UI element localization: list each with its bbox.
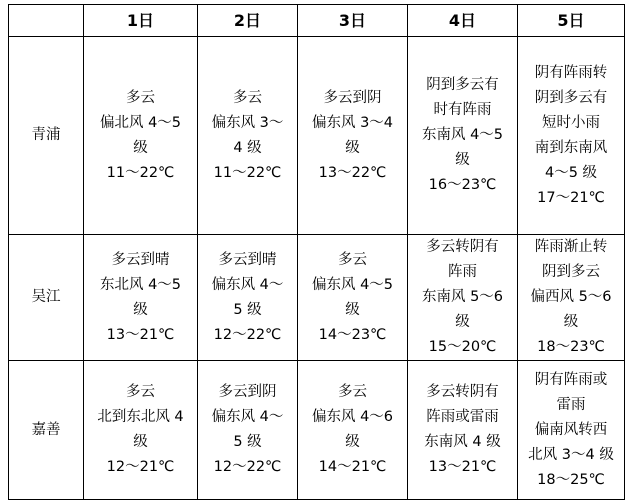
- forecast-line: 偏北风 4～5: [99, 114, 182, 131]
- forecast-cell: [518, 361, 625, 500]
- forecast-line: 阵雨或雷雨: [426, 409, 499, 425]
- forecast-cell-text: [84, 86, 197, 186]
- header-day-1: 1日: [84, 5, 198, 37]
- forecast-line: 南到东南风: [534, 139, 608, 156]
- forecast-line: 14～21℃: [318, 459, 387, 475]
- forecast-line: 偏东风 4～: [211, 409, 284, 425]
- forecast-line: 偏东风 4～5: [311, 276, 394, 293]
- forecast-line: 阴到多云有: [534, 89, 608, 106]
- forecast-line: 阵雨: [448, 264, 477, 280]
- forecast-line: 多云: [338, 251, 367, 268]
- header-corner: [9, 5, 84, 37]
- forecast-table: [8, 4, 625, 500]
- forecast-line: 12～21℃: [106, 459, 175, 475]
- forecast-line: 时有阵雨: [433, 102, 492, 118]
- header-day-4: 4日: [408, 5, 518, 37]
- city-name: 吴江: [9, 235, 84, 361]
- forecast-line: 北到东北风 4: [97, 409, 184, 425]
- forecast-line: 5 级: [233, 434, 262, 450]
- city-row: [9, 235, 625, 361]
- forecast-line: 级: [345, 434, 360, 450]
- header-day-5: 5日: [518, 5, 625, 37]
- forecast-line: 4 级: [233, 139, 262, 156]
- forecast-cell: [84, 361, 198, 500]
- forecast-line: 多云到阴: [323, 89, 382, 106]
- forecast-line: 12～22℃: [213, 326, 282, 343]
- forecast-cell-text: [298, 248, 407, 348]
- forecast-line: 16～23℃: [428, 177, 497, 193]
- forecast-line: 多云: [126, 384, 155, 400]
- forecast-cell-text: [408, 73, 517, 198]
- forecast-line: 13～21℃: [428, 459, 497, 475]
- forecast-line: 偏西风 5～6: [530, 289, 612, 305]
- forecast-line: 级: [345, 301, 360, 318]
- forecast-cell: [198, 235, 298, 361]
- city-name: 青浦: [9, 37, 84, 235]
- forecast-line: 短时小雨: [542, 114, 600, 131]
- forecast-line: 5 级: [233, 301, 262, 318]
- forecast-cell: [408, 37, 518, 235]
- forecast-line: 阴有阵雨转: [534, 64, 608, 81]
- forecast-cell-text: [518, 368, 624, 493]
- forecast-line: 多云转阴有: [426, 384, 499, 400]
- forecast-line: 多云到晴: [218, 251, 277, 268]
- forecast-cell: [84, 37, 198, 235]
- forecast-line: 15～20℃: [428, 339, 497, 355]
- forecast-line: 阴有阵雨或: [534, 371, 608, 388]
- forecast-line: 多云到阴: [218, 384, 277, 400]
- forecast-line: 多云: [233, 89, 262, 106]
- header-day-2: 2日: [198, 5, 298, 37]
- header-day-3: 3日: [298, 5, 408, 37]
- forecast-line: 东南风 4～5: [421, 127, 504, 143]
- forecast-line: 12～22℃: [213, 459, 282, 475]
- forecast-line: 偏东风 4～: [211, 276, 284, 293]
- header-row: [9, 5, 625, 37]
- forecast-line: 阵雨渐止转: [534, 239, 608, 255]
- forecast-line: 18～25℃: [537, 471, 605, 488]
- forecast-line: 级: [563, 314, 579, 330]
- forecast-line: 级: [455, 152, 470, 168]
- forecast-cell-text: [298, 86, 407, 186]
- forecast-cell-text: [84, 248, 197, 348]
- forecast-cell-text: [408, 235, 517, 360]
- forecast-line: 级: [133, 139, 148, 156]
- forecast-line: 东南风 5～6: [421, 289, 504, 305]
- forecast-line: 东北风 4～5: [99, 276, 182, 293]
- forecast-line: 雷雨: [556, 396, 586, 413]
- forecast-cell-text: [198, 380, 297, 480]
- forecast-line: 11～22℃: [106, 164, 175, 181]
- forecast-cell-text: [408, 380, 517, 480]
- forecast-line: 阴到多云有: [426, 77, 499, 93]
- forecast-cell: [298, 235, 408, 361]
- forecast-line: 多云转阴有: [426, 239, 499, 255]
- city-name: 嘉善: [9, 361, 84, 500]
- forecast-line: 级: [345, 139, 360, 156]
- forecast-line: 级: [133, 301, 148, 318]
- forecast-line: 北风 3～4 级: [528, 446, 614, 463]
- forecast-line: 东南风 4 级: [424, 434, 501, 450]
- forecast-cell: [84, 235, 198, 361]
- forecast-cell-text: [198, 86, 297, 186]
- forecast-cell: [518, 37, 625, 235]
- forecast-cell: [408, 235, 518, 361]
- city-row: [9, 361, 625, 500]
- forecast-line: 偏东风 4～6: [311, 409, 394, 425]
- forecast-cell: [198, 37, 298, 235]
- forecast-cell: [518, 235, 625, 361]
- forecast-line: 14～23℃: [318, 326, 387, 343]
- forecast-line: 级: [455, 314, 470, 330]
- forecast-line: 多云: [338, 384, 367, 400]
- forecast-cell-text: [198, 248, 297, 348]
- forecast-cell-text: [518, 235, 624, 360]
- forecast-line: 多云: [126, 89, 155, 106]
- forecast-cell: [298, 37, 408, 235]
- forecast-line: 偏南风转西: [534, 421, 608, 438]
- forecast-cell-text: [518, 61, 624, 211]
- forecast-cell: [408, 361, 518, 500]
- forecast-cell-text: [298, 380, 407, 480]
- city-row: [9, 37, 625, 235]
- forecast-line: 阴到多云: [542, 264, 600, 280]
- forecast-cell-text: [84, 380, 197, 480]
- forecast-line: 11～22℃: [213, 164, 282, 181]
- forecast-line: 17～21℃: [537, 189, 605, 206]
- forecast-cell: [298, 361, 408, 500]
- forecast-line: 4～5 级: [544, 164, 598, 181]
- forecast-line: 多云到晴: [111, 251, 170, 268]
- forecast-cell: [198, 361, 298, 500]
- forecast-line: 级: [133, 434, 148, 450]
- forecast-line: 13～21℃: [106, 326, 175, 343]
- forecast-line: 偏东风 3～: [211, 114, 284, 131]
- forecast-line: 偏东风 3～4: [311, 114, 394, 131]
- forecast-line: 18～23℃: [537, 339, 605, 355]
- forecast-line: 13～22℃: [318, 164, 387, 181]
